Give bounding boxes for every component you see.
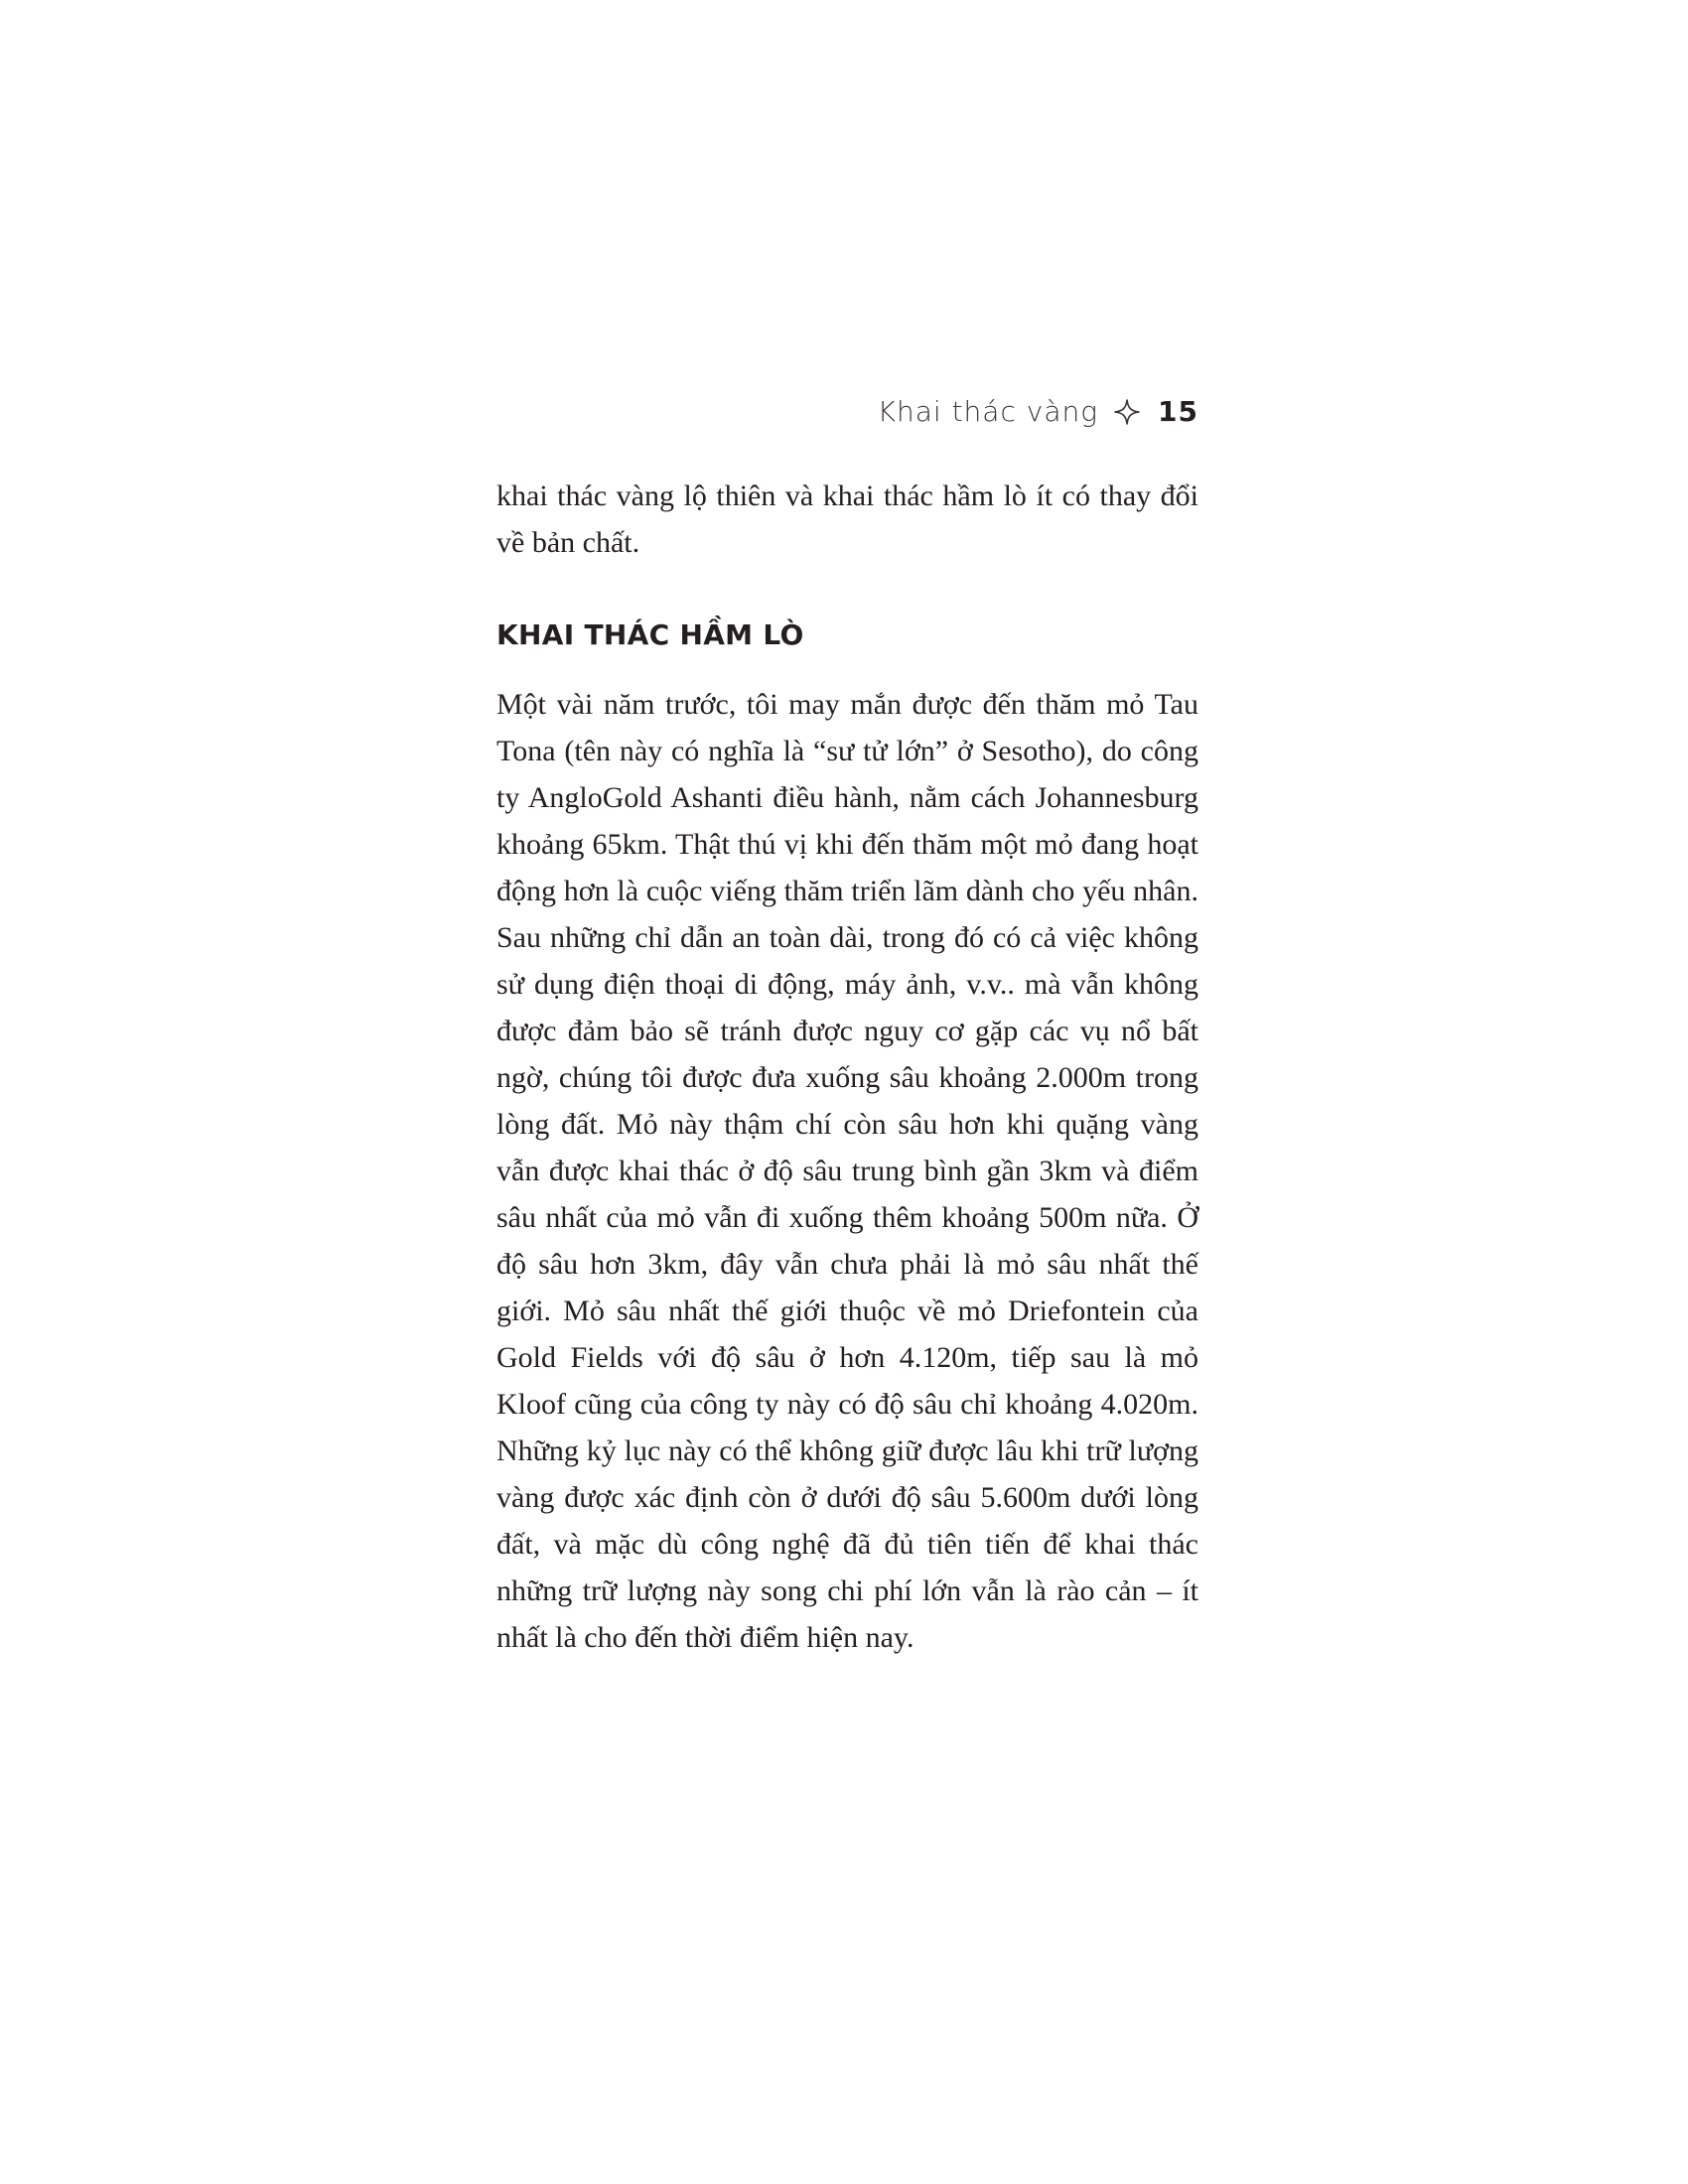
section-heading: KHAI THÁC HẦM LÒ	[496, 618, 804, 651]
main-paragraph: Một vài năm trước, tôi may mắn được đến thăm mỏ Tau Tona (tên này có nghĩa là “sư tử lớn” ở Sesotho), do công ty AngloGold Ashanti điều hành, nằm cách Johannesburg khoảng 65km. Thật thú vị khi đến thăm một mỏ đang hoạt động hơn là cuộc viếng thăm triển lãm dành cho yếu nhân. Sau những chỉ dẫn an toàn dài, trong đó có cả việc không sử dụng điện thoại di động, máy ảnh, v.v.. mà vẫn không được đảm bảo sẽ tránh được nguy cơ gặp các vụ nổ bất ngờ, chúng tôi được đưa xuống sâu khoảng 2.000m trong lòng đất. Mỏ này thậm chí còn sâu hơn khi quặng vàng vẫn được khai thác ở độ sâu trung bình gần 3km và điểm sâu nhất của mỏ vẫn đi xuống thêm khoảng 500m nữa. Ở độ sâu hơn 3km, đây vẫn chưa phải là mỏ sâu nhất thế giới. Mỏ sâu nhất thế giới thuộc về mỏ Driefontein của Gold Fields với độ sâu ở hơn 4.120m, tiếp sau là mỏ Kloof cũng của công ty này có độ sâu chỉ khoảng 4.020m. Những kỷ lục này có thể không giữ được lâu khi trữ lượng vàng được xác định còn ở dưới độ sâu 5.600m dưới lòng đất, và mặc dù công nghệ đã đủ tiên tiến để khai thác những trữ lượng này song chi phí lớn vẫn là rào cản – ít nhất là cho đến thời điểm hiện nay.	[496, 688, 1198, 1654]
sparkle-icon	[1114, 399, 1140, 425]
chapter-title: Khai thác vàng	[877, 395, 1099, 428]
intro-paragraph: khai thác vàng lộ thiên và khai thác hầm lò ít có thay đổi về bản chất.	[496, 479, 1198, 559]
body-text	[496, 473, 1198, 1661]
running-header	[496, 395, 1198, 428]
page-number: 15	[1158, 395, 1198, 428]
